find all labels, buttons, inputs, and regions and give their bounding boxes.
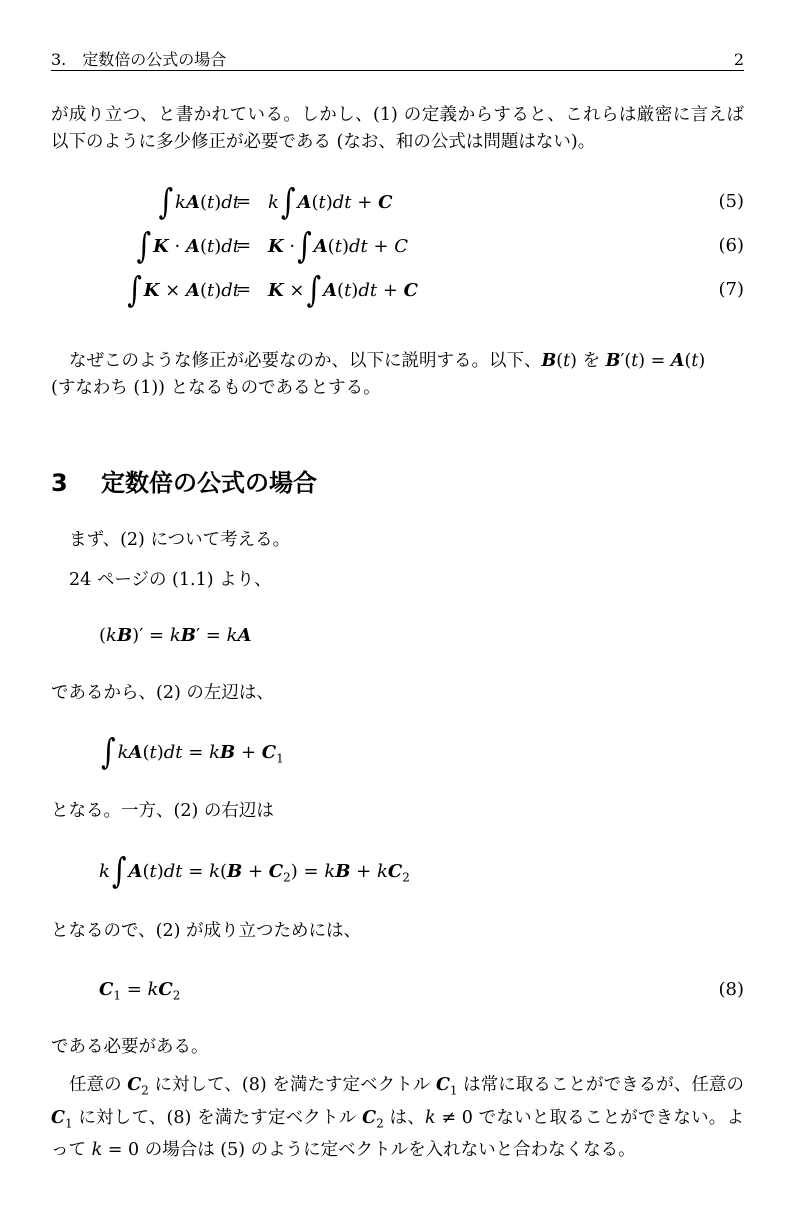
paragraph-right-side: となる。一方、(2) の右辺は bbox=[51, 801, 274, 821]
section-number: 3 bbox=[51, 469, 68, 497]
header-section-title: 3. 定数倍の公式の場合 bbox=[51, 50, 227, 69]
eq6-lhs: ∫ K · A(t)dt bbox=[136, 224, 240, 266]
eq7-number: (7) bbox=[718, 279, 744, 300]
eq5-number: (5) bbox=[718, 191, 744, 212]
eq5-equals: = bbox=[236, 191, 252, 212]
intro-paragraph: が成り立つ、と書かれている。しかし、(1) の定義からすると、これらは厳密に言えば以下のように多少修正が必要である (なお、和の公式は問題はない)。 bbox=[51, 105, 744, 152]
paragraph-left-side: であるから、(2) の左辺は、 bbox=[51, 683, 274, 703]
derivative-equation: (kB)′ = kB′ = kA bbox=[99, 625, 252, 646]
eq5-lhs: ∫ kA(t)dt bbox=[158, 180, 240, 222]
paragraph-condition: となるので、(2) が成り立つためには、 bbox=[51, 921, 362, 941]
page-number: 2 bbox=[733, 50, 744, 69]
eq7-rhs: K ×∫ A(t)dt + C bbox=[268, 268, 418, 310]
eq5-rhs: k∫ A(t)dt + C bbox=[268, 180, 393, 222]
running-header bbox=[51, 50, 744, 71]
eq7-equals: = bbox=[236, 279, 252, 300]
section-heading bbox=[51, 466, 317, 500]
eq8: $C_1 = kC_2$ bbox=[99, 979, 181, 1003]
left-side-equation: ∫ kA(t)dt = kB + $C_1$ bbox=[101, 730, 284, 772]
paragraph-first: まず、(2) について考える。 bbox=[69, 530, 291, 550]
eq6-equals: = bbox=[236, 235, 252, 256]
eq8-number: (8) bbox=[718, 979, 744, 1000]
paragraph-ref: 24 ページの (1.1) より、 bbox=[69, 570, 272, 590]
final-paragraph: 任意の $C_2$ に対して、(8) を満たす定ベクトル $C_1$ は常に取ることができるが、任意の $C_1$ に対して、(8) を満たす定ベクトル $C_2$ は、k ≠ 0 でないと取ることができない。よって k = 0 の場合は (5) のように定ベクトルを入れないと合わなくなる。 bbox=[51, 1075, 744, 1160]
section-title: 定数倍の公式の場合 bbox=[101, 469, 317, 497]
paragraph-necessary: である必要がある。 bbox=[51, 1037, 209, 1057]
right-side-equation: k∫ $A(t)dt = k(B + C_2)$ = kB + $kC_2$ bbox=[99, 849, 410, 891]
eq7-lhs: ∫ K × A(t)dt bbox=[127, 268, 240, 310]
eq6-rhs: K ·∫ A(t)dt + C bbox=[268, 224, 409, 266]
eq6-number: (6) bbox=[718, 235, 744, 256]
reason-paragraph: なぜこのような修正が必要なのか、以下に説明する。以下、B(t) を B′(t) = A(t) (すなわち (1)) となるものであるとする。 bbox=[51, 351, 706, 398]
